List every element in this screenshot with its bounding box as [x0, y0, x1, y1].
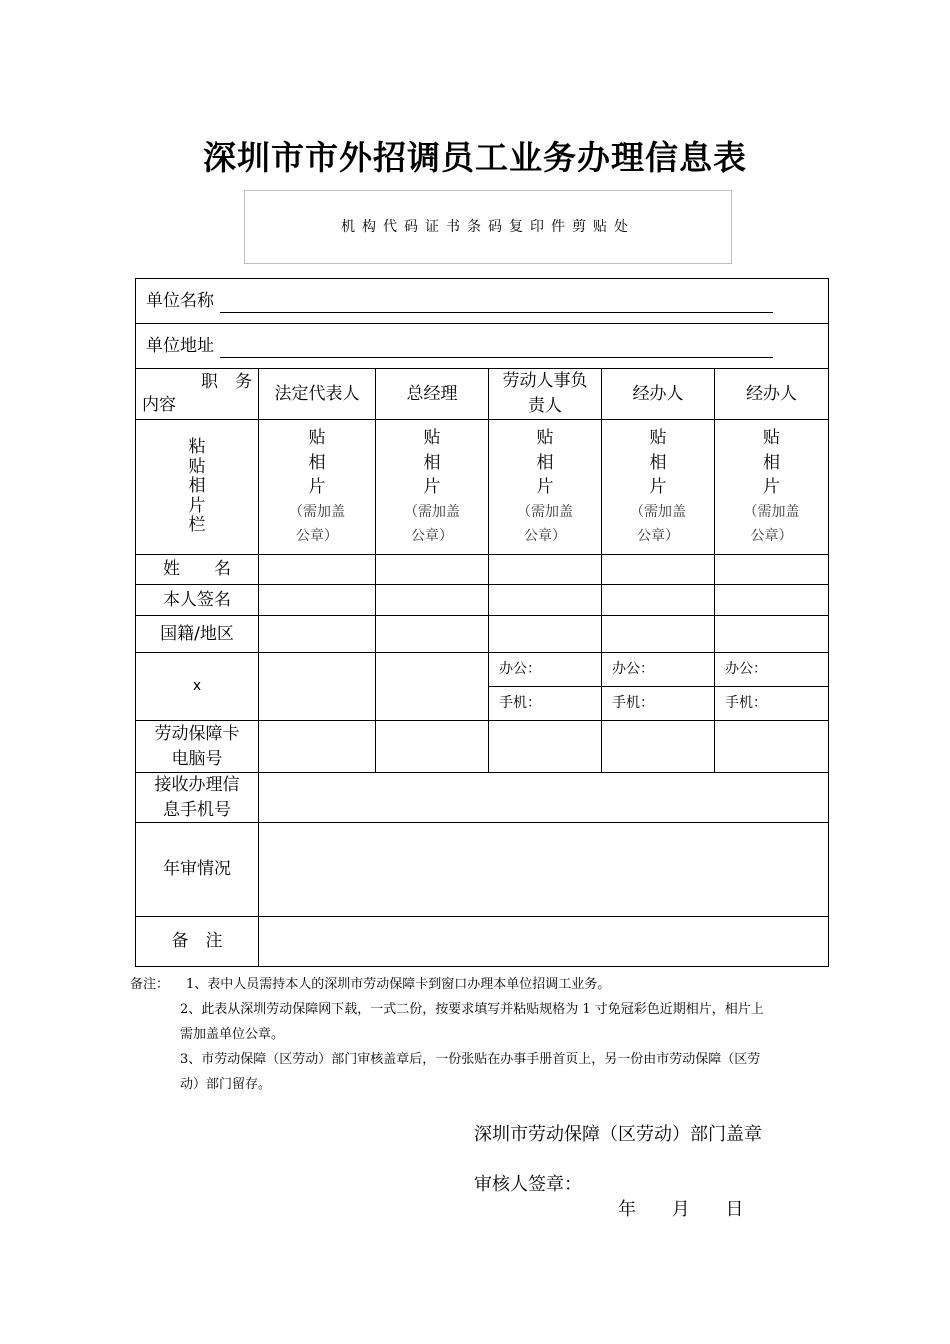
- receive-phone-label: 接收办理信 息手机号: [136, 773, 259, 823]
- name-label: 姓 名: [136, 555, 259, 585]
- unit-name-row: [136, 279, 829, 324]
- form-input-cell[interactable]: [602, 721, 715, 773]
- form-input-cell[interactable]: [376, 653, 489, 721]
- note-item-3-cont: 动）部门留存。: [180, 1077, 272, 1092]
- barcode-paste-area: 机构代码证书条码复印件剪贴处: [244, 190, 732, 264]
- signature-row: [136, 585, 829, 616]
- signature-label: 本人签名: [136, 585, 259, 616]
- photo-row: [136, 420, 829, 555]
- form-input-cell[interactable]: [715, 721, 829, 773]
- unit-address-field[interactable]: [220, 337, 773, 358]
- form-input-cell[interactable]: [376, 616, 489, 653]
- role-header: [489, 369, 602, 420]
- unit-address-row: [136, 324, 829, 369]
- nationality-label: 国籍/地区: [136, 616, 259, 653]
- note-item-1: 备注： 1、表中人员需持本人的深圳市劳动保障卡到窗口办理本单位招调工业务。: [130, 972, 835, 997]
- annual-review-field[interactable]: [259, 823, 829, 917]
- photo-paste-cell[interactable]: 贴 相 片 （需加盖 公章）: [602, 420, 715, 555]
- form-input-cell[interactable]: [602, 555, 715, 585]
- form-input-cell[interactable]: [715, 585, 829, 616]
- remark-label: 备 注: [136, 917, 259, 967]
- unit-name-label: 单位名称: [146, 290, 214, 311]
- note-item-3: 3、市劳动保障（区劳动）部门审核盖章后，一份张贴在办事手册首页上，另一份由市劳动保障（区劳: [180, 1052, 761, 1067]
- role-header: 经办人: [602, 369, 715, 420]
- dept-stamp-text: 深圳市劳动保障（区劳动）部门盖章: [474, 1124, 762, 1145]
- form-input-cell[interactable]: [489, 721, 602, 773]
- form-input-cell[interactable]: [259, 616, 376, 653]
- form-input-cell[interactable]: [259, 555, 376, 585]
- duty-header-row: [136, 369, 829, 420]
- mobile-phone-field[interactable]: 手机：: [489, 687, 602, 721]
- date-day: 日: [725, 1199, 744, 1220]
- form-input-cell[interactable]: [376, 555, 489, 585]
- mobile-phone-field[interactable]: 手机：: [715, 687, 829, 721]
- role-header-text: 劳动人事负责人: [502, 371, 588, 416]
- remark-field[interactable]: [259, 917, 829, 967]
- form-input-cell[interactable]: [376, 585, 489, 616]
- x-label: x: [136, 653, 259, 721]
- info-form-table: [135, 278, 829, 967]
- reviewer-signature-text: 审核人签章：: [474, 1174, 582, 1195]
- form-input-cell[interactable]: [259, 585, 376, 616]
- form-input-cell[interactable]: [376, 721, 489, 773]
- role-header: 法定代表人: [259, 369, 376, 420]
- role-header: 经办人: [715, 369, 829, 420]
- photo-paste-cell[interactable]: 贴 相 片 （需加盖 公章）: [376, 420, 489, 555]
- note-item-2: 2、此表从深圳劳动保障网下载，一式二份，按要求填写并粘贴规格为 1 寸免冠彩色近期相片，相片上: [180, 1002, 764, 1017]
- page-title: 深圳市市外招调员工业务办理信息表: [203, 138, 747, 177]
- form-input-cell[interactable]: [489, 555, 602, 585]
- office-phone-field[interactable]: 办公：: [489, 653, 602, 687]
- photo-paste-cell[interactable]: 贴 相 片 （需加盖 公章）: [715, 420, 829, 555]
- form-input-cell[interactable]: [489, 585, 602, 616]
- card-number-label: 劳动保障卡 电脑号: [136, 721, 259, 773]
- annual-review-label: 年审情况: [136, 823, 259, 917]
- date-month: 月: [671, 1199, 690, 1220]
- duty-header-line2: 内容: [142, 395, 176, 415]
- unit-name-field[interactable]: [220, 292, 773, 313]
- form-input-cell[interactable]: [602, 616, 715, 653]
- duty-header-line1: 职 务: [201, 372, 252, 393]
- photo-paste-cell[interactable]: 贴 相 片 （需加盖 公章）: [259, 420, 376, 555]
- form-input-cell[interactable]: [715, 555, 829, 585]
- notes-section: [130, 972, 835, 1097]
- note-item-2-cont: 需加盖单位公章。: [180, 1027, 285, 1042]
- form-input-cell[interactable]: [259, 653, 376, 721]
- unit-address-label: 单位地址: [146, 335, 214, 356]
- date-year: 年: [618, 1199, 636, 1220]
- form-input-cell[interactable]: [602, 585, 715, 616]
- form-input-cell[interactable]: [259, 721, 376, 773]
- receive-phone-row: [136, 773, 829, 823]
- photo-paste-cell[interactable]: 贴 相 片 （需加盖 公章）: [489, 420, 602, 555]
- annual-review-row: [136, 823, 829, 917]
- mobile-phone-field[interactable]: 手机：: [602, 687, 715, 721]
- remark-row: [136, 917, 829, 967]
- contact-row-office: [136, 653, 829, 687]
- form-input-cell[interactable]: [715, 616, 829, 653]
- date-line: [618, 1195, 743, 1221]
- notes-label: 备注：: [130, 977, 170, 992]
- office-phone-field[interactable]: 办公：: [602, 653, 715, 687]
- card-number-row: [136, 721, 829, 773]
- form-input-cell[interactable]: [489, 616, 602, 653]
- photo-column-label: 粘 贴 相 片 栏: [136, 420, 259, 555]
- receive-phone-field[interactable]: [259, 773, 829, 823]
- name-row: [136, 555, 829, 585]
- office-phone-field[interactable]: 办公：: [715, 653, 829, 687]
- duty-header-cell: [136, 369, 259, 420]
- nationality-row: [136, 616, 829, 653]
- role-header: 总经理: [376, 369, 489, 420]
